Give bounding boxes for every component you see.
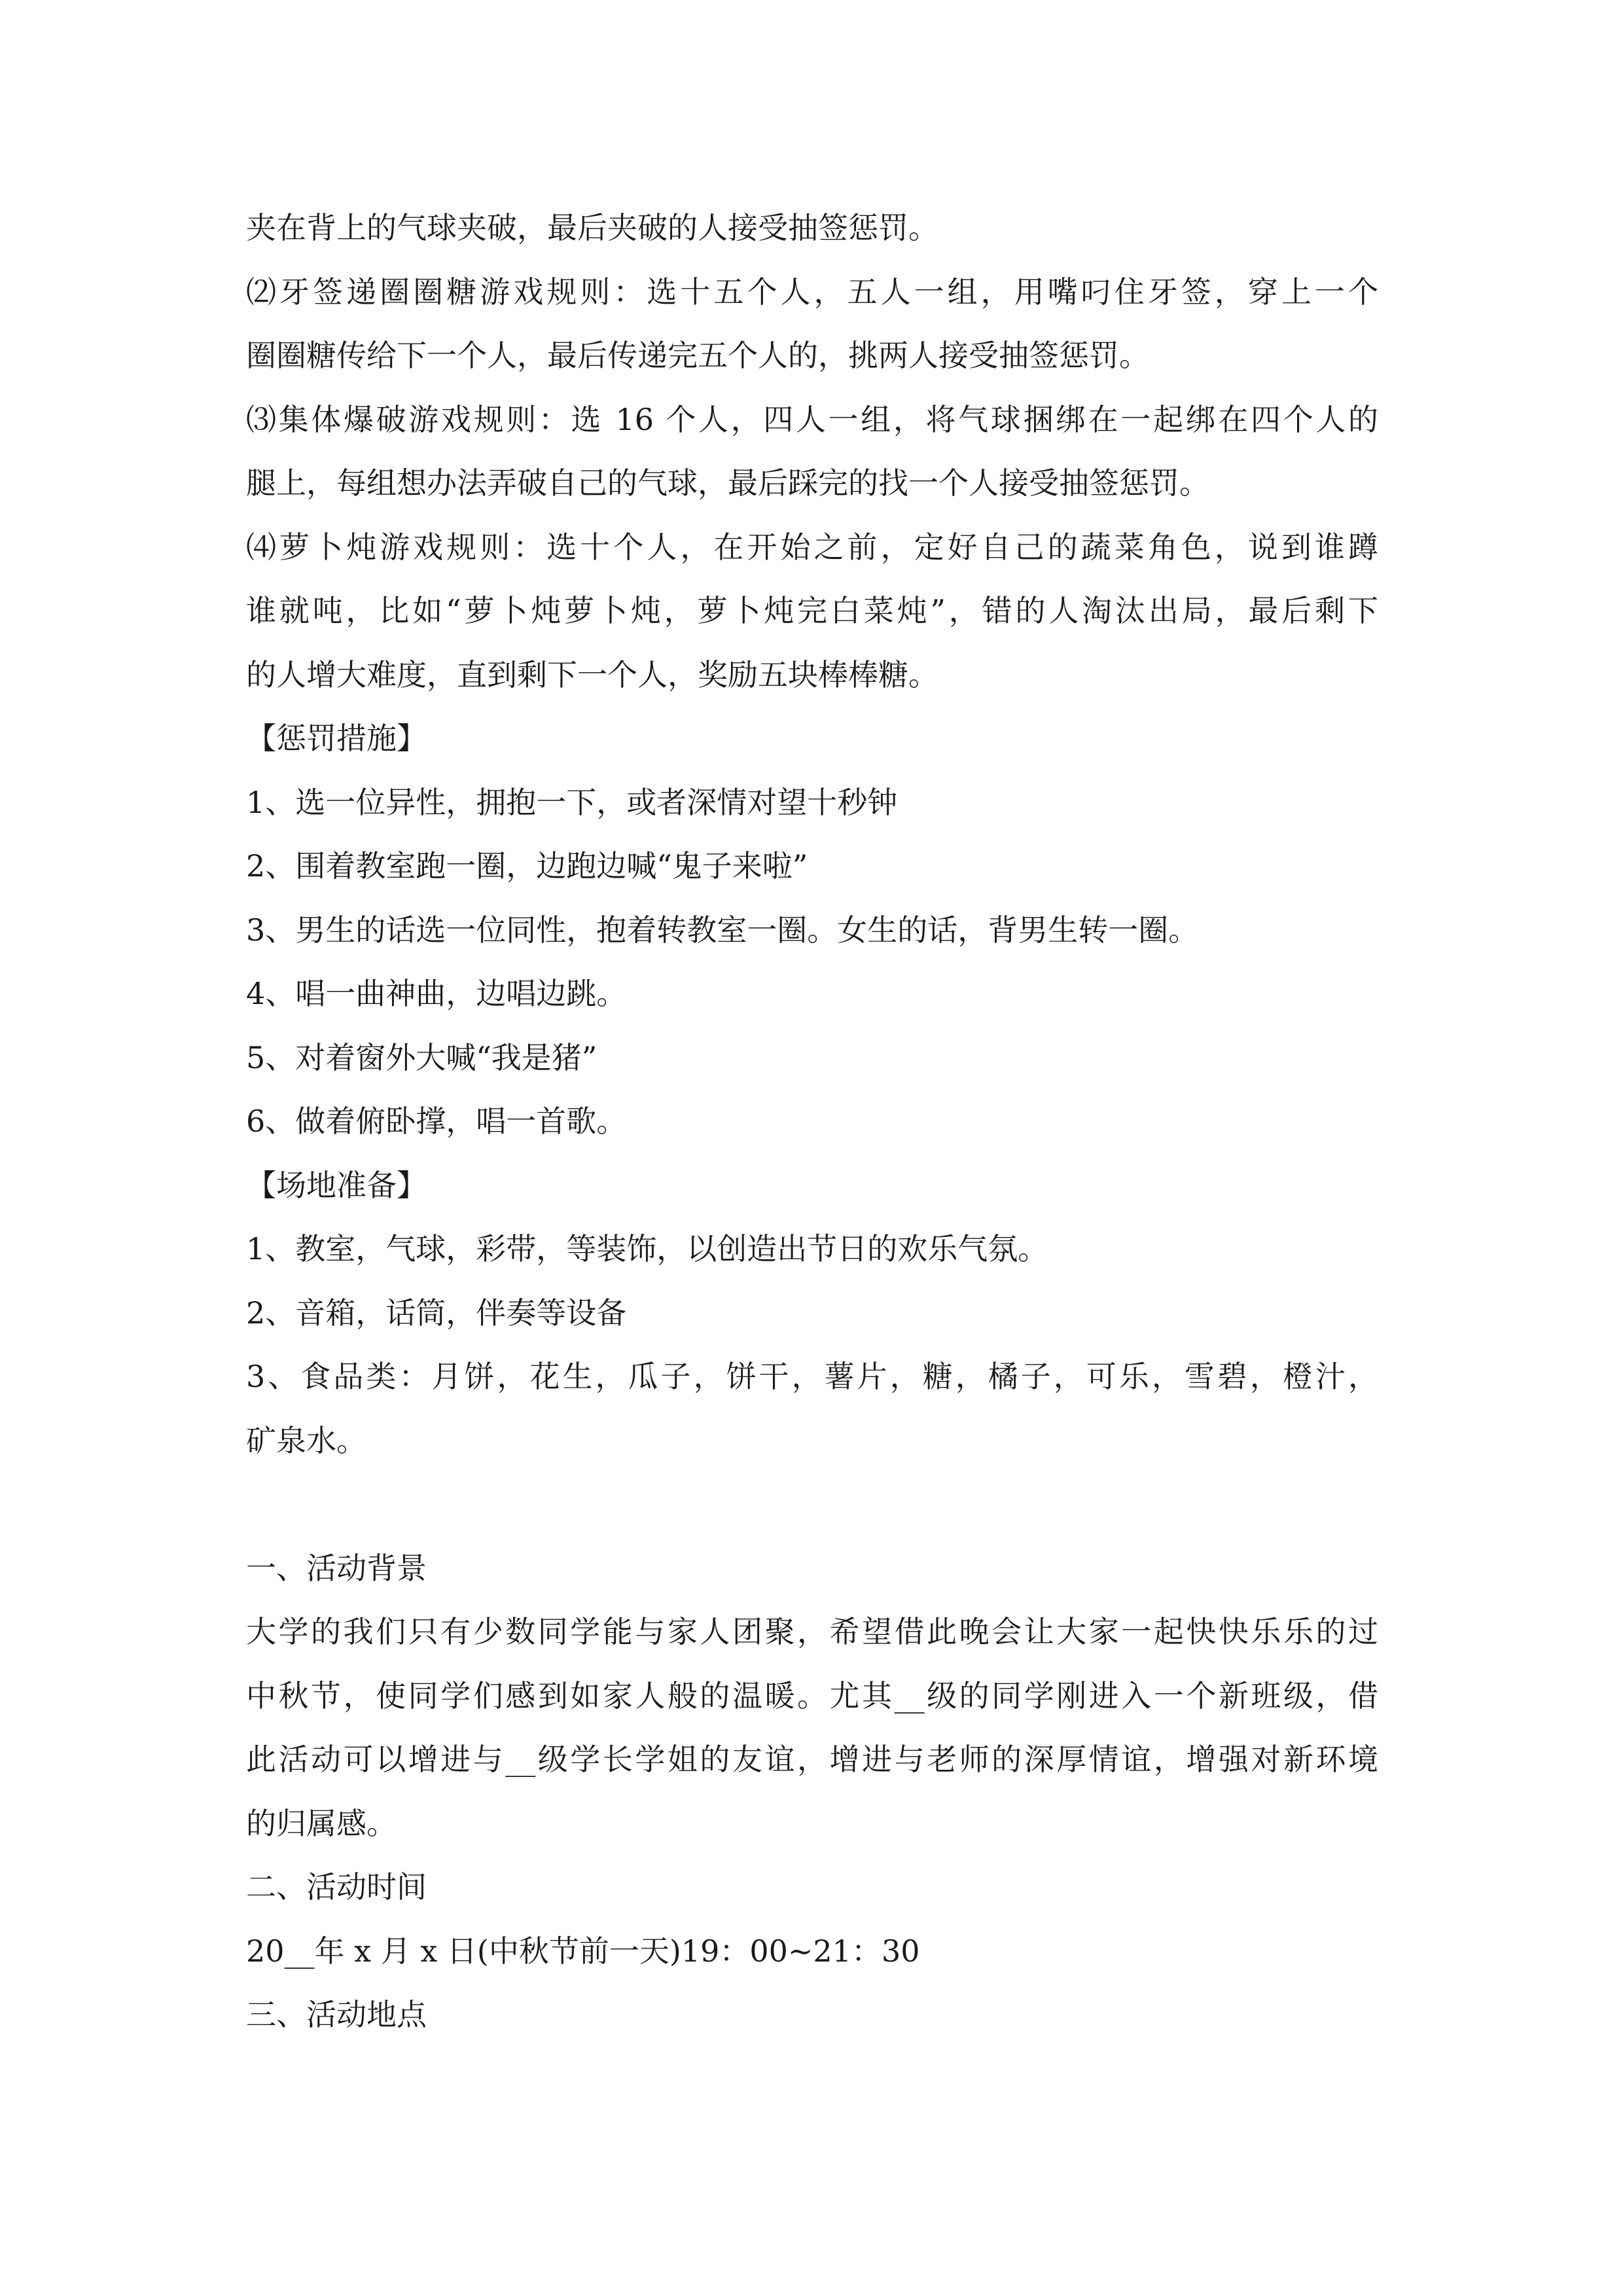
venue-item: 3、食品类：月饼，花生，瓜子，饼干，薯片，糖，橘子，可乐，雪碧，橙汁， xyxy=(246,1359,1378,1394)
section-heading-location: 三、活动地点 xyxy=(246,1997,427,2032)
punishment-item: 5、对着窗外大喊“我是猪” xyxy=(246,1039,597,1075)
punishment-item: 6、做着俯卧撑，唱一首歌。 xyxy=(246,1103,627,1139)
punishment-heading: 【惩罚措施】 xyxy=(246,721,427,756)
paragraph-line: 圈圈糖传给下一个人，最后传递完五个人的，挑两人接受抽签惩罚。 xyxy=(246,338,1149,373)
game-rule-toothpick-line: ⑵牙签递圈圈糖游戏规则：选十五个人，五人一组，用嘴叼住牙签，穿上一个 xyxy=(246,274,1378,310)
background-paragraph-line: 的归属感。 xyxy=(246,1805,397,1841)
background-paragraph-line: 中秋节，使同学们感到如家人般的温暖。尤其__级的同学刚进入一个新班级，借 xyxy=(246,1677,1378,1713)
paragraph-line: 腿上，每组想办法弄破自己的气球，最后踩完的找一个人接受抽签惩罚。 xyxy=(246,465,1209,501)
venue-item-continued: 矿泉水。 xyxy=(246,1422,366,1458)
venue-heading: 【场地准备】 xyxy=(246,1167,427,1203)
activity-time-value: 20__年 x 月 x 日(中秋节前一天)19：00~21：30 xyxy=(246,1933,920,1969)
venue-item: 1、教室，气球，彩带，等装饰，以创造出节日的欢乐气氛。 xyxy=(246,1231,1048,1266)
section-heading-background: 一、活动背景 xyxy=(246,1550,427,1586)
blank-line xyxy=(246,1473,1378,1537)
paragraph-line: 谁就吨，比如“萝卜炖萝卜炖，萝卜炖完白菜炖”，错的人淘汰出局，最后剩下 xyxy=(246,593,1378,628)
document-body xyxy=(246,196,1378,2047)
game-rule-radish-line: ⑷萝卜炖游戏规则：选十个人，在开始之前，定好自己的蔬菜角色，说到谁蹲 xyxy=(246,529,1378,565)
game-rule-balloon-line: ⑶集体爆破游戏规则：选 16 个人，四人一组，将气球捆绑在一起绑在四个人的 xyxy=(246,401,1378,437)
paragraph-line: 的人增大难度，直到剩下一个人，奖励五块棒棒糖。 xyxy=(246,656,938,692)
punishment-item: 1、选一位异性，拥抱一下，或者深情对望十秒钟 xyxy=(246,784,898,820)
paragraph-line: 夹在背上的气球夹破，最后夹破的人接受抽签惩罚。 xyxy=(246,210,938,245)
venue-item: 2、音箱，话筒，伴奏等设备 xyxy=(246,1295,627,1331)
background-paragraph-line: 大学的我们只有少数同学能与家人团聚，希望借此晚会让大家一起快快乐乐的过 xyxy=(246,1614,1378,1649)
background-paragraph-line: 此活动可以增进与__级学长学姐的友谊，增进与老师的深厚情谊，增强对新环境 xyxy=(246,1742,1378,1777)
section-heading-time: 二、活动时间 xyxy=(246,1869,427,1905)
punishment-item: 4、唱一曲神曲，边唱边跳。 xyxy=(246,976,627,1011)
punishment-item: 3、男生的话选一位同性，抱着转教室一圈。女生的话，背男生转一圈。 xyxy=(246,912,1199,948)
punishment-item: 2、围着教室跑一圈，边跑边喊“鬼子来啦” xyxy=(246,848,808,884)
